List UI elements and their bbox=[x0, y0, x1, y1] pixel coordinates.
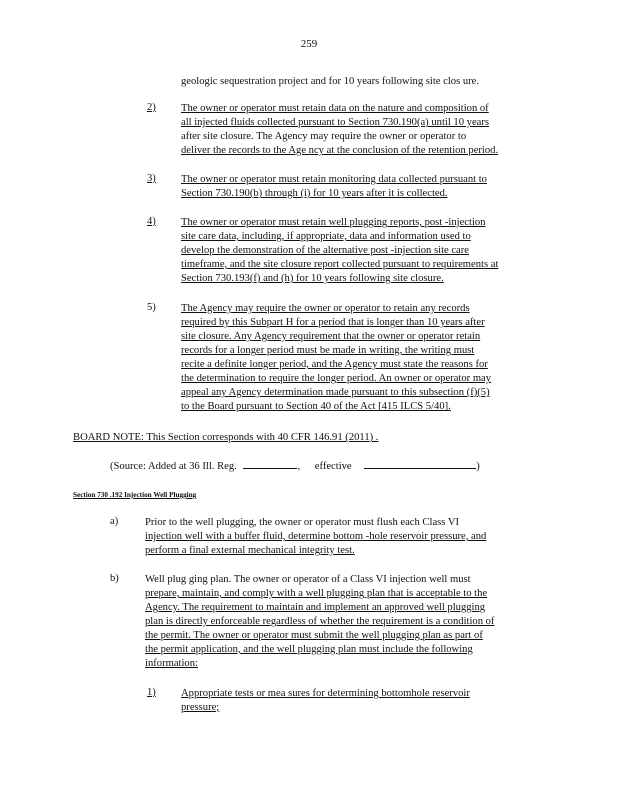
item-2-line: all injected fluids collected pursuant to Section 730.190(a) until 10 years bbox=[181, 117, 490, 128]
intro-line: geologic sequestration project and for 10 years following site clos ure. bbox=[181, 76, 480, 87]
item-1-line: Appropriate tests or mea sures for determining bottomhole reservoir bbox=[181, 688, 470, 699]
item-5-line: site closure. Any Agency requirement that the owner or operator retain bbox=[181, 331, 481, 342]
board-note: BOARD NOTE: This Section corresponds with 40 CFR 146.91 (2011) . bbox=[73, 432, 379, 443]
item-5-line: required by this Subpart H for a period that is longer than 10 years after bbox=[181, 317, 485, 328]
source-reg-blank bbox=[243, 458, 297, 469]
item-a-line: Prior to the well plugging, the owner or operator must flush each Class VI bbox=[145, 517, 460, 528]
item-a-line: injection well with a buffer fluid, determine bottom -hole reservoir pressure, and bbox=[145, 531, 487, 542]
item-number-2: 2) bbox=[147, 102, 156, 113]
item-a-line: perform a final external mechanical integrity test. bbox=[145, 545, 355, 556]
source-effective-blank bbox=[364, 458, 476, 469]
item-b-line: prepare, maintain, and comply with a well plugging plan that is acceptable to the bbox=[145, 588, 488, 599]
item-3-line: Section 730.190(b) through (i) for 10 years after it is collected. bbox=[181, 188, 448, 199]
source-close: ) bbox=[476, 461, 480, 472]
item-5-line: to the Board pursuant to Section 40 of the Act [415 ILCS 5/40]. bbox=[181, 401, 451, 412]
section-heading: Section 730 .192 Injection Well Plugging bbox=[73, 491, 197, 499]
item-5-line: The Agency may require the owner or operator to retain any records bbox=[181, 303, 470, 314]
source-effective: effective bbox=[314, 461, 352, 472]
item-4-line: site care data, including, if appropriate, data and information used to bbox=[181, 231, 471, 242]
item-number-3: 3) bbox=[147, 173, 156, 184]
item-b-line: plan is directly enforceable regardless of whether the requirement is a condition of bbox=[145, 616, 495, 627]
item-b-line: information: bbox=[145, 658, 198, 669]
item-number-5: 5) bbox=[147, 302, 156, 313]
item-5-line: appeal any Agency determination made pursuant to this subsection (f)(5) bbox=[181, 387, 490, 398]
item-number-a: a) bbox=[110, 516, 119, 527]
item-number-b: b) bbox=[110, 573, 119, 584]
item-number-4: 4) bbox=[147, 216, 156, 227]
source-prefix: (Source: Added at 36 Ill. Reg. bbox=[110, 461, 237, 472]
item-5-line: records for a longer period must be made in writing, the writing must bbox=[181, 345, 475, 356]
item-5-line: the determination to require the longer period. An owner or operator may bbox=[181, 373, 492, 384]
item-1-line: pressure; bbox=[181, 702, 220, 713]
item-4-line: timeframe, and the site closure report collected pursuant to requirements at bbox=[181, 259, 499, 270]
item-number-1: 1) bbox=[147, 687, 156, 698]
item-2-line: deliver the records to the Age ncy at the conclusion of the retention period. bbox=[181, 145, 499, 156]
item-4-line: The owner or operator must retain well plugging reports, post -injection bbox=[181, 217, 486, 228]
item-b-line: Well plug ging plan. The owner or operator of a Class VI injection well must bbox=[145, 574, 471, 585]
item-4-line: Section 730.193(f) and (h) for 10 years following site closure. bbox=[181, 273, 444, 284]
item-b-line: the permit. The owner or operator must submit the well plugging plan as part of bbox=[145, 630, 483, 641]
item-2-line: after site closure. The Agency may require the owner or operator to bbox=[181, 131, 467, 142]
item-4-line: develop the demonstration of the alternative post -injection site care bbox=[181, 245, 469, 256]
item-b-line: Agency. The requirement to maintain and implement an approved well plugging bbox=[145, 602, 486, 613]
source-line bbox=[110, 458, 480, 473]
item-b-line: the permit application, and the well plugging plan must include the following bbox=[145, 644, 473, 655]
source-comma: , bbox=[297, 461, 301, 472]
item-5-line: recite a definite longer period, and the Agency must state the reasons for bbox=[181, 359, 488, 370]
page-number: 259 bbox=[300, 38, 318, 50]
item-2-line: The owner or operator must retain data on the nature and composition of bbox=[181, 103, 489, 114]
item-3-line: The owner or operator must retain monitoring data collected pursuant to bbox=[181, 174, 487, 185]
